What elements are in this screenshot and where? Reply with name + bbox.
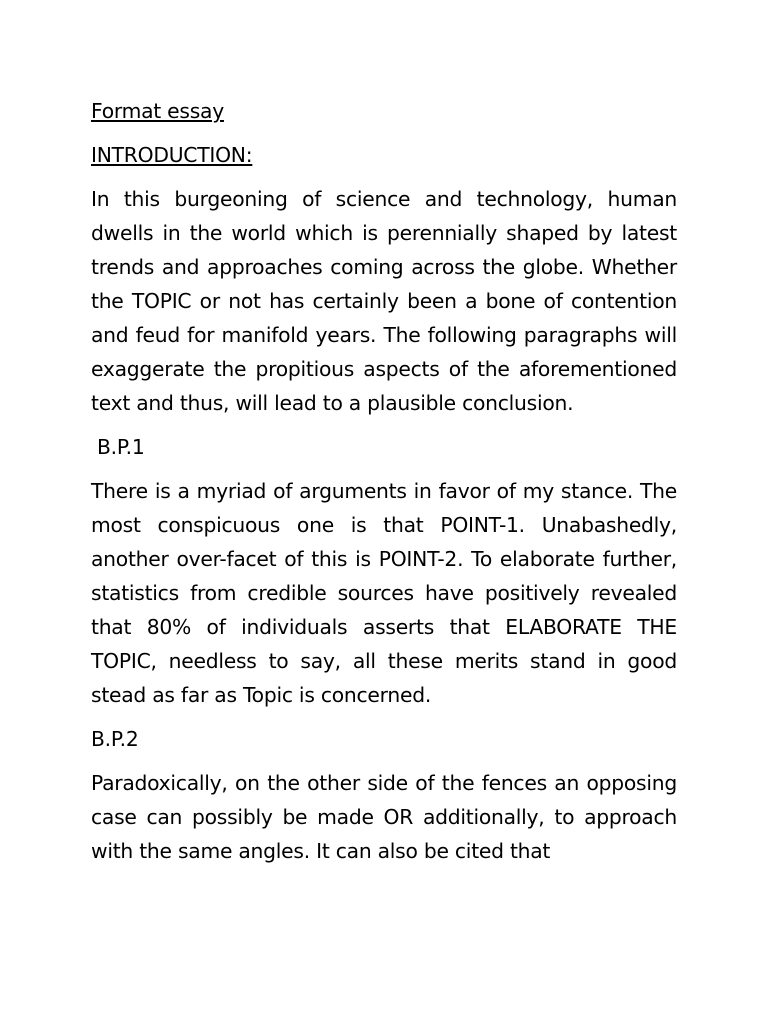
body-paragraph-1: There is a myriad of arguments in favor of my stance. The most conspicuous one is that POINT-1. Unabashedly, another over-facet of this is POINT-2. To elaborate further, statistics from credible sources have positively revealed that 80% of individuals asserts that ELABORATE THE TOPIC, needless to say, all these merits stand in good stead as far as Topic is concerned. [91,479,677,707]
document-body [91,94,677,878]
introduction-paragraph: In this burgeoning of science and technology, human dwells in the world which is perennially shaped by latest trends and approaches coming across the globe. Whether the TOPIC or not has certainly been a bone of contention and feud for manifold years. The following paragraphs will exaggerate the propitious aspects of the aforementioned text and thus, will lead to a plausible conclusion. [91,187,677,415]
introduction-heading: INTRODUCTION: [91,143,253,167]
body-paragraph-2-label: B.P.2 [91,727,139,751]
body-paragraph-2: Paradoxically, on the other side of the fences an opposing case can possibly be made OR additionally, to approach with the same angles. It can also be cited that [91,771,677,863]
body-paragraph-1-label: B.P.1 [97,435,145,459]
document-title: Format essay [91,99,224,123]
